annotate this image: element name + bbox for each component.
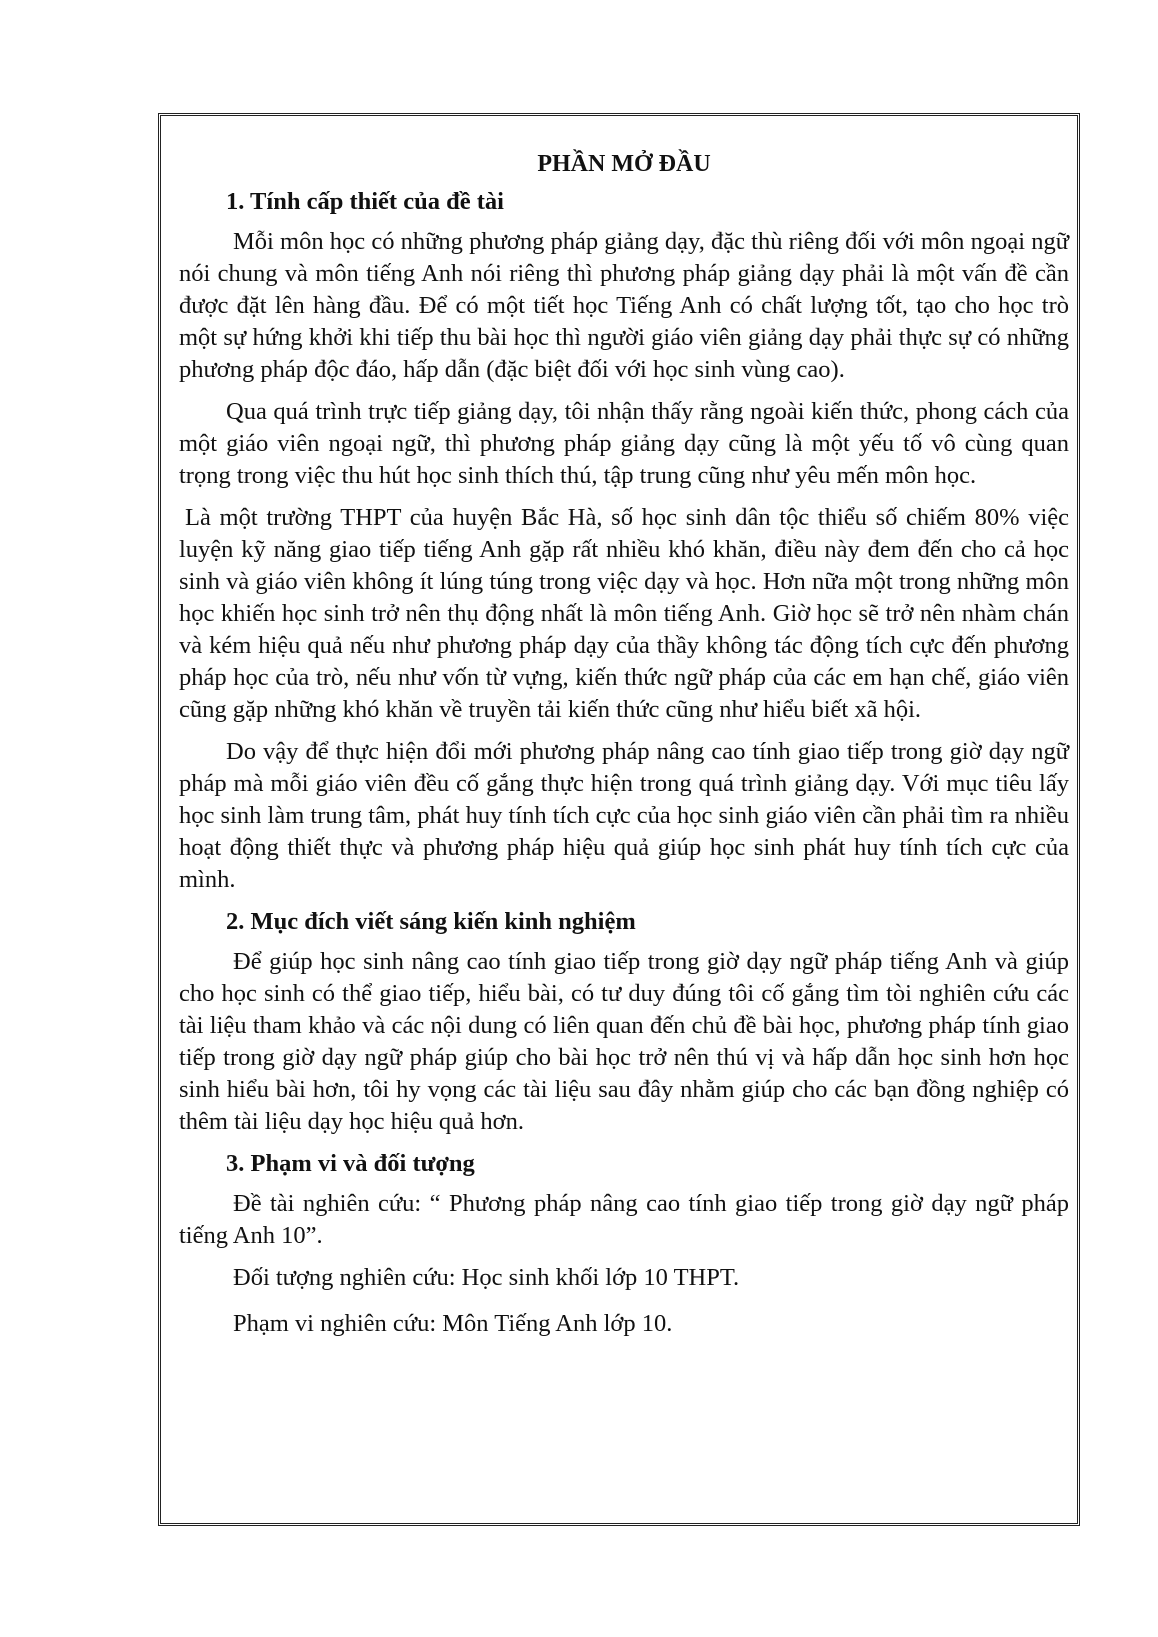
paragraph: Là một trường THPT của huyện Bắc Hà, số học sinh dân tộc thiểu số chiếm 80% việc luyện kỹ năng giao tiếp tiếng Anh gặp rất nhiều khó khăn, điều này đem đến cho cả học sinh và giáo viên không ít lúng túng trong việc dạy và học. Hơn nữa một trong những môn học khiến học sinh trở nên thụ động nhất là môn tiếng Anh. Giờ học sẽ trở nên nhàm chán và kém hiệu quả nếu như phương pháp dạy của thầy không tác động tích cực đến phương pháp học của trò, nếu như vốn từ vựng, kiến thức ngữ pháp của các em hạn chế, giáo viên cũng gặp những khó khăn về truyền tải kiến thức cũng như hiểu biết xã hội. [179, 504, 1069, 723]
paragraph: Phạm vi nghiên cứu: Môn Tiếng Anh lớp 10. [233, 1310, 673, 1337]
section-heading-1: 1. Tính cấp thiết của đề tài [226, 188, 504, 215]
paragraph: Đối tượng nghiên cứu: Học sinh khối lớp 10 THPT. [233, 1264, 740, 1291]
section-heading-2: 2. Mục đích viết sáng kiến kinh nghiệm [226, 908, 636, 935]
document-body [179, 140, 1069, 1350]
paragraph: Đề tài nghiên cứu: “ Phương pháp nâng cao tính giao tiếp trong giờ dạy ngữ pháp tiếng Anh 10”. [179, 1190, 1069, 1249]
paragraph: Mỗi môn học có những phương pháp giảng dạy, đặc thù riêng đối với môn ngoại ngữ nói chung và môn tiếng Anh nói riêng thì phương pháp giảng dạy phải là một vấn đề cần được đặt lên hàng đầu. Để có một tiết học Tiếng Anh có chất lượng tốt, tạo cho học trò một sự hứng khởi khi tiếp thu bài học thì người giáo viên giảng dạy phải thực sự có những phương pháp độc đáo, hấp dẫn (đặc biệt đối với học sinh vùng cao). [179, 228, 1069, 383]
paragraph: Để giúp học sinh nâng cao tính giao tiếp trong giờ dạy ngữ pháp tiếng Anh và giúp cho học sinh có thể giao tiếp, hiểu bài, có tư duy đúng tôi cố gắng tìm tòi nghiên cứu các tài liệu tham khảo và các nội dung có liên quan đến chủ đề bài học, phương pháp tính giao tiếp trong giờ dạy ngữ pháp giúp cho bài học trở nên thú vị và hấp dẫn học sinh hơn học sinh hiểu bài hơn, tôi hy vọng các tài liệu sau đây nhằm giúp cho các bạn đồng nghiệp có thêm tài liệu dạy học hiệu quả hơn. [179, 948, 1069, 1135]
section-heading-3: 3. Phạm vi và đối tượng [226, 1150, 475, 1177]
paragraph: Do vậy để thực hiện đổi mới phương pháp nâng cao tính giao tiếp trong giờ dạy ngữ pháp mà mỗi giáo viên đều cố gắng thực hiện trong quá trình giảng dạy. Với mục tiêu lấy học sinh làm trung tâm, phát huy tính tích cực của học sinh giáo viên cần phải tìm ra nhiều hoạt động thiết thực và phương pháp hiệu quả giúp học sinh phát huy tính tích cực của mình. [179, 738, 1069, 893]
document-title: PHẦN MỞ ĐẦU [537, 151, 711, 177]
paragraph: Qua quá trình trực tiếp giảng dạy, tôi nhận thấy rằng ngoài kiến thức, phong cách của một giáo viên ngoại ngữ, thì phương pháp giảng dạy cũng là một yếu tố vô cùng quan trọng trong việc thu hút học sinh thích thú, tập trung cũng như yêu mến môn học. [179, 398, 1069, 489]
